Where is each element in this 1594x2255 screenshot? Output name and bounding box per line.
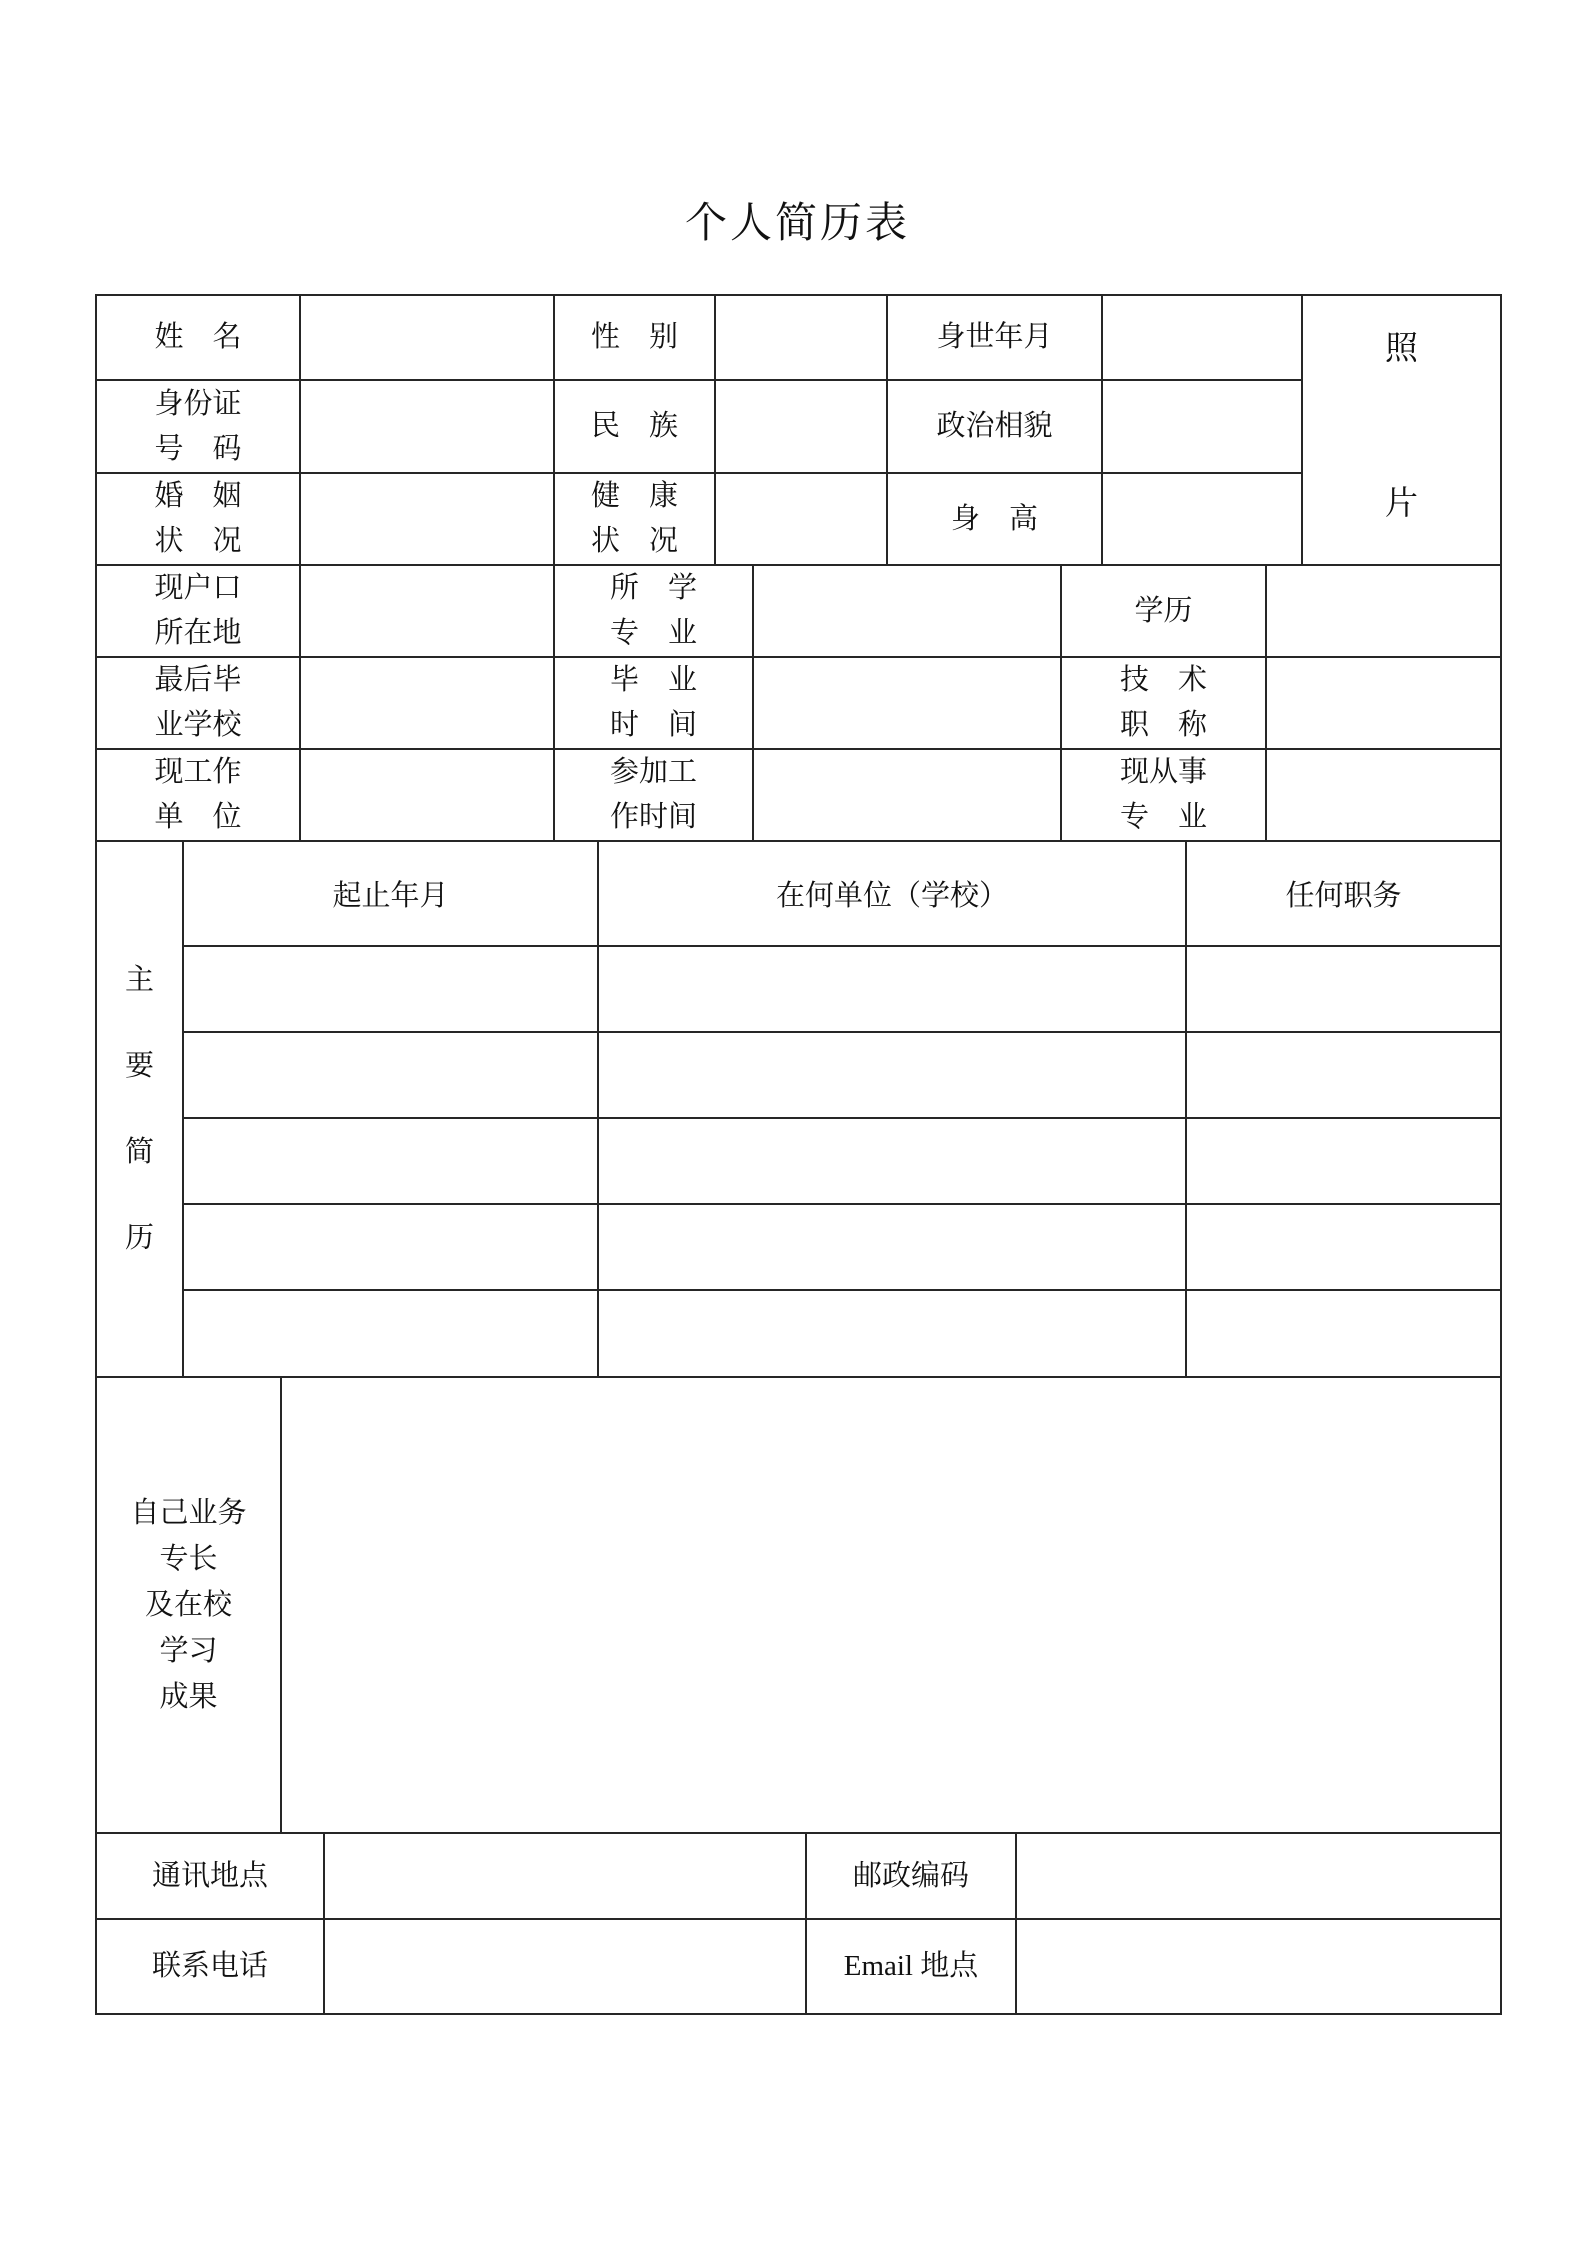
resume-header-duration: 起止年月	[183, 841, 598, 946]
graduation-time-label-cell	[554, 657, 753, 749]
marital-label-line2: 状 况	[154, 525, 242, 557]
household-label-line1: 现户口	[154, 572, 242, 604]
specialty-label	[97, 1490, 280, 1720]
gender-input-cell[interactable]	[715, 295, 887, 380]
specialty-table	[95, 1376, 1502, 1834]
resume-row1-duration-cell[interactable]	[183, 946, 598, 1032]
tech-title-label-line1: 技 术	[1119, 664, 1207, 696]
gender-label: 性 别	[590, 321, 678, 353]
phone-input-cell[interactable]	[324, 1919, 806, 2014]
height-label-cell	[887, 473, 1102, 565]
postal-code-label: 邮政编码	[852, 1859, 969, 1892]
marital-input-cell[interactable]	[300, 473, 554, 565]
current-profession-label-line2: 专 业	[1119, 801, 1207, 833]
resume-row4-duration-cell[interactable]	[183, 1204, 598, 1290]
email-label-cell	[806, 1919, 1016, 2014]
resume-side-label	[97, 965, 182, 1253]
graduation-time-label-line2: 时 间	[609, 709, 697, 741]
tech-title-label-line2: 职 称	[1119, 709, 1207, 741]
resume-side-label-cell	[96, 841, 183, 1377]
education-label: 学历	[1134, 594, 1193, 627]
resume-row5-position-cell[interactable]	[1186, 1290, 1501, 1377]
last-school-label-line2: 业学校	[154, 709, 242, 741]
political-status-label: 政治相貌	[936, 410, 1053, 442]
work-start-label-cell	[554, 749, 753, 841]
id-number-label-line1: 身份证	[154, 387, 242, 420]
health-label-line1: 健 康	[590, 480, 678, 512]
major-input-cell[interactable]	[753, 565, 1061, 657]
ethnicity-label-cell	[554, 380, 715, 473]
health-label-cell	[554, 473, 715, 565]
household-input-cell[interactable]	[300, 565, 554, 657]
household-label-line2: 所在地	[154, 617, 242, 649]
gender-label-cell	[554, 295, 715, 380]
email-input-cell[interactable]	[1016, 1919, 1501, 2014]
resume-row1-organization-cell[interactable]	[598, 946, 1186, 1032]
name-input-cell[interactable]	[300, 295, 554, 380]
marital-label-line1: 婚 姻	[154, 480, 242, 512]
specialty-label-cell	[96, 1377, 281, 1833]
resume-form	[95, 190, 1500, 2015]
basic-info-table-a	[95, 294, 1502, 566]
current-profession-label-line1: 现从事	[1119, 756, 1207, 788]
resume-row2-duration-cell[interactable]	[183, 1032, 598, 1118]
employer-label-line1: 现工作	[154, 756, 242, 788]
address-label-cell	[96, 1833, 324, 1919]
basic-info-table-b	[95, 564, 1502, 842]
address-label: 通讯地点	[151, 1859, 268, 1892]
work-start-label-line1: 参加工	[609, 756, 697, 788]
postal-code-label-cell	[806, 1833, 1016, 1919]
political-status-input-cell[interactable]	[1102, 380, 1302, 473]
height-label: 身 高	[950, 502, 1038, 535]
graduation-time-label-line1: 毕 业	[609, 664, 697, 696]
postal-code-input-cell[interactable]	[1016, 1833, 1501, 1919]
phone-label: 联系电话	[151, 1950, 268, 1982]
resume-row3-position-cell[interactable]	[1186, 1118, 1501, 1204]
resume-header-organization: 在何单位（学校）	[598, 841, 1186, 946]
current-profession-input-cell[interactable]	[1266, 749, 1501, 841]
last-school-label-line1: 最后毕	[154, 664, 242, 696]
specialty-label-line1: 自己业务	[130, 1497, 247, 1529]
political-status-label-cell	[887, 380, 1102, 473]
specialty-label-line2: 专长	[159, 1543, 218, 1575]
tech-title-input-cell[interactable]	[1266, 657, 1501, 749]
health-label-line2: 状 况	[590, 525, 678, 557]
specialty-label-line5: 成果	[159, 1681, 218, 1713]
household-label-cell	[96, 565, 300, 657]
phone-label-cell	[96, 1919, 324, 2014]
specialty-label-line4: 学习	[159, 1635, 218, 1667]
address-input-cell[interactable]	[324, 1833, 806, 1919]
employer-label-line2: 单 位	[154, 801, 242, 833]
resume-header-position: 任何职务	[1186, 841, 1501, 946]
id-number-input-cell[interactable]	[300, 380, 554, 473]
birth-date-label: 身世年月	[936, 321, 1053, 353]
tech-title-label-cell	[1061, 657, 1266, 749]
page-title: 个人简历表	[684, 201, 910, 247]
major-label-cell	[554, 565, 753, 657]
ethnicity-input-cell[interactable]	[715, 380, 887, 473]
resume-row5-duration-cell[interactable]	[183, 1290, 598, 1377]
resume-side-char-2: 要	[124, 1050, 154, 1082]
education-input-cell[interactable]	[1266, 565, 1501, 657]
education-label-cell	[1061, 565, 1266, 657]
resume-row4-position-cell[interactable]	[1186, 1204, 1501, 1290]
specialty-label-line3: 及在校	[144, 1589, 232, 1621]
id-number-label-line2: 号 码	[154, 432, 242, 465]
employer-input-cell[interactable]	[300, 749, 554, 841]
ethnicity-label: 民 族	[590, 410, 678, 442]
work-start-label-line2: 作时间	[609, 801, 697, 833]
resume-history-table	[95, 840, 1502, 1378]
name-label: 姓 名	[154, 321, 242, 353]
specialty-content-cell[interactable]	[281, 1377, 1501, 1833]
major-label-line1: 所 学	[609, 572, 697, 604]
height-input-cell[interactable]	[1102, 473, 1302, 565]
last-school-label-cell	[96, 657, 300, 749]
resume-row5-organization-cell[interactable]	[598, 1290, 1186, 1377]
graduation-time-input-cell[interactable]	[753, 657, 1061, 749]
employer-label-cell	[96, 749, 300, 841]
birth-date-label-cell	[887, 295, 1102, 380]
birth-date-input-cell[interactable]	[1102, 295, 1302, 380]
resume-row1-position-cell[interactable]	[1186, 946, 1501, 1032]
name-label-cell	[96, 295, 300, 380]
email-label: Email 地点	[843, 1950, 979, 1982]
last-school-input-cell[interactable]	[300, 657, 554, 749]
resume-row2-organization-cell[interactable]	[598, 1032, 1186, 1118]
photo-placeholder	[1303, 300, 1500, 560]
resume-row3-organization-cell[interactable]	[598, 1118, 1186, 1204]
resume-row2-position-cell[interactable]	[1186, 1032, 1501, 1118]
resume-side-char-1: 主	[124, 964, 154, 996]
id-number-label-cell	[96, 380, 300, 473]
photo-cell[interactable]	[1302, 295, 1501, 565]
contact-table	[95, 1832, 1502, 2015]
marital-label-cell	[96, 473, 300, 565]
current-profession-label-cell	[1061, 749, 1266, 841]
resume-side-char-3: 简	[124, 1136, 154, 1168]
resume-row3-duration-cell[interactable]	[183, 1118, 598, 1204]
resume-row4-organization-cell[interactable]	[598, 1204, 1186, 1290]
major-label-line2: 专 业	[609, 617, 697, 649]
resume-side-char-4: 历	[124, 1222, 154, 1254]
photo-label-top: 照	[1385, 331, 1418, 367]
health-input-cell[interactable]	[715, 473, 887, 565]
work-start-input-cell[interactable]	[753, 749, 1061, 841]
photo-label-bottom: 片	[1385, 486, 1418, 522]
